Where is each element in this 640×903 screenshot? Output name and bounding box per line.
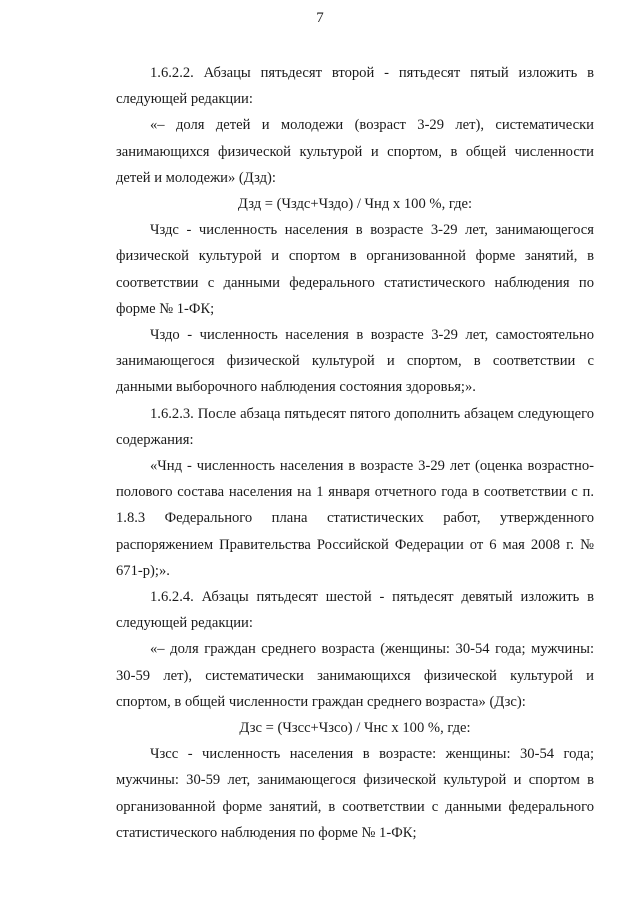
paragraph-chzds-definition: Чздс - численность населения в возрасте 3-29 лет, занимающегося физической культурой и спортом в организованной форме занятий, в соответствии с данными федерального статистического наблюдения по форме № 1-ФК; [116, 222, 594, 317]
page-number: 7 [316, 10, 324, 26]
formula-dzs: Дзс = (Чзсс+Чзсо) / Чнс х 100 %, где: [239, 720, 471, 737]
paragraph-1-6-2-4: 1.6.2.4. Абзацы пятьдесят шестой - пятьдесят девятый изложить в следующей редакции: [116, 589, 594, 632]
document-body [116, 60, 594, 846]
paragraph-chnd-definition: «Чнд - численность населения в возрасте 3-29 лет (оценка возрастно-полового состава населения на 1 января отчетного года в соответствии с п. 1.8.3 Федерального плана статистических работ, утвержденного распоряжением Правительства Российской Федерации от 6 мая 2008 г. № 671-р);». [116, 458, 594, 579]
paragraph-chzss-definition: Чзсс - численность населения в возрасте: женщины: 30-54 года; мужчины: 30-59 лет, занимающегося физической культурой и спортом в организованной форме занятий, в соответствии с данными федерального статистического наблюдения по форме № 1-ФК; [116, 746, 594, 841]
paragraph-quote-dzd-definition: «– доля детей и молодежи (возраст 3-29 лет), систематически занимающихся физической культурой и спортом, в общей численности детей и молодежи» (Дзд): [116, 117, 594, 186]
paragraph-1-6-2-3: 1.6.2.3. После абзаца пятьдесят пятого дополнить абзацем следующего содержания: [116, 405, 594, 448]
paragraph-1-6-2-2: 1.6.2.2. Абзацы пятьдесят второй - пятьдесят пятый изложить в следующей редакции: [116, 65, 594, 108]
paragraph-chzdo-definition: Чздо - численность населения в возрасте 3-29 лет, самостоятельно занимающегося физической культурой и спортом, в соответствии с данными выборочного наблюдения состояния здоровья;». [116, 327, 594, 396]
formula-dzd: Дзд = (Чздс+Чздо) / Чнд х 100 %, где: [237, 196, 473, 213]
paragraph-quote-dzs-definition: «– доля граждан среднего возраста (женщины: 30-54 года; мужчины: 30-59 лет), систематически занимающихся физической культурой и спортом, в общей численности граждан среднего возраста» (Дзс): [116, 641, 594, 710]
